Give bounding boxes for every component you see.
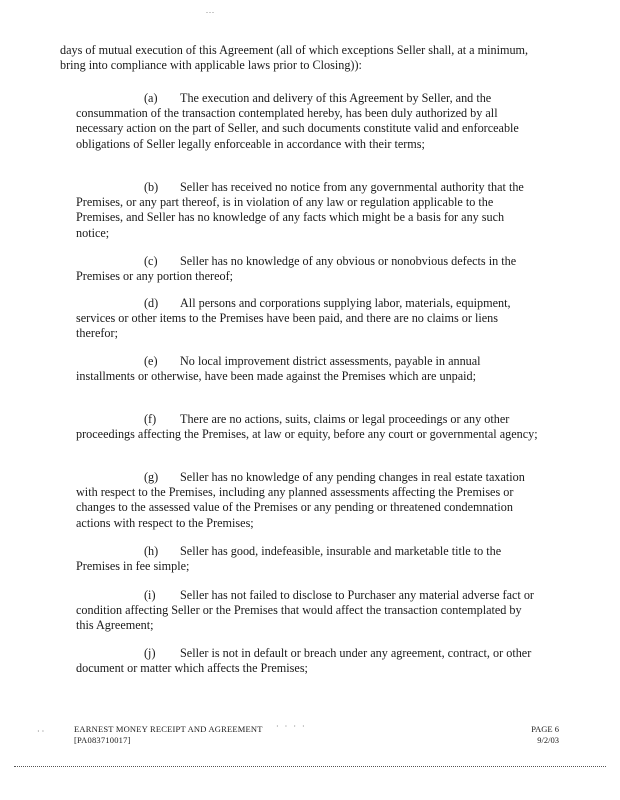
footer-dots: · · · · [276, 722, 307, 731]
clause-text: Seller has not failed to disclose to Purchaser any material adverse fact or condition affecting Seller or the Premises that would affect the transaction contemplated by this Agreement; [76, 588, 534, 633]
footer-page-info [515, 724, 559, 746]
clause-b [76, 180, 538, 256]
clause-text: Seller is not in default or breach under any agreement, contract, or other document or matter which affects the Premises; [76, 646, 532, 676]
footer-doc-number: [PA083710017] [74, 735, 131, 745]
clause-text: The execution and delivery of this Agreement by Seller, and the consummation of the transaction contemplated hereby, has been duly authorized by all necessary action on the part of Seller, and such documents constitute valid and enforceable obligations of Seller legally enforceable in accordance with their terms; [76, 91, 519, 151]
clause-h [76, 544, 538, 590]
clause-label: (h) [144, 544, 159, 558]
clause-label: (d) [144, 296, 159, 310]
clause-e [76, 354, 538, 400]
footer-title: EARNEST MONEY RECEIPT AND AGREEMENT [74, 724, 263, 734]
footer-date: 9/2/03 [537, 735, 559, 745]
bottom-scan-rule [14, 766, 606, 767]
clause-f [76, 412, 538, 458]
clause-text: No local improvement district assessments, payable in annual installments or otherwise, have been made against the Premises which are unpaid; [76, 354, 481, 384]
clause-g [76, 470, 538, 546]
clause-c [76, 254, 538, 300]
scan-edge-mark: · · [37, 727, 45, 736]
clause-label: (g) [144, 470, 159, 484]
clause-d [76, 296, 538, 357]
clause-label: (j) [144, 646, 156, 660]
clause-label: (c) [144, 254, 158, 268]
footer-page-number: PAGE 6 [531, 724, 559, 734]
footer-document-title [74, 724, 263, 746]
clause-label: (f) [144, 412, 157, 426]
clause-label: (b) [144, 180, 159, 194]
clause-text: Seller has no knowledge of any pending changes in real estate taxation with respect to the Premises, including any planned assessments affecting the Premises or changes to the assessed value of the Premises or any pending or threatened condemnation actions with respect to the Premises; [76, 470, 525, 530]
clause-a [76, 91, 538, 167]
clause-text: Seller has good, indefeasible, insurable and marketable title to the Premises in fee simple; [76, 544, 502, 574]
clause-text: Seller has no knowledge of any obvious or nonobvious defects in the Premises or any portion thereof; [76, 254, 517, 284]
clause-label: (i) [144, 588, 156, 602]
clause-text: There are no actions, suits, claims or legal proceedings or any other proceedings affecting the Premises, at law or equity, before any court or governmental agency; [76, 412, 538, 442]
clause-text: All persons and corporations supplying labor, materials, equipment, services or other items to the Premises have been paid, and there are no claims or liens therefor; [76, 296, 511, 341]
scan-mark: ... [206, 6, 215, 15]
clause-label: (e) [144, 354, 158, 368]
clause-text: Seller has received no notice from any governmental authority that the Premises, or any part thereof, is in violation of any law or regulation applicable to the Premises, and Seller has no knowledge of any facts which might be a basis for any such notice; [76, 180, 524, 240]
clause-label: (a) [144, 91, 158, 105]
clause-i [76, 588, 538, 649]
clause-j [76, 646, 538, 692]
intro-paragraph: days of mutual execution of this Agreement (all of which exceptions Seller shall, at a minimum, bring into compliance with applicable laws prior to Closing)): [60, 43, 529, 72]
